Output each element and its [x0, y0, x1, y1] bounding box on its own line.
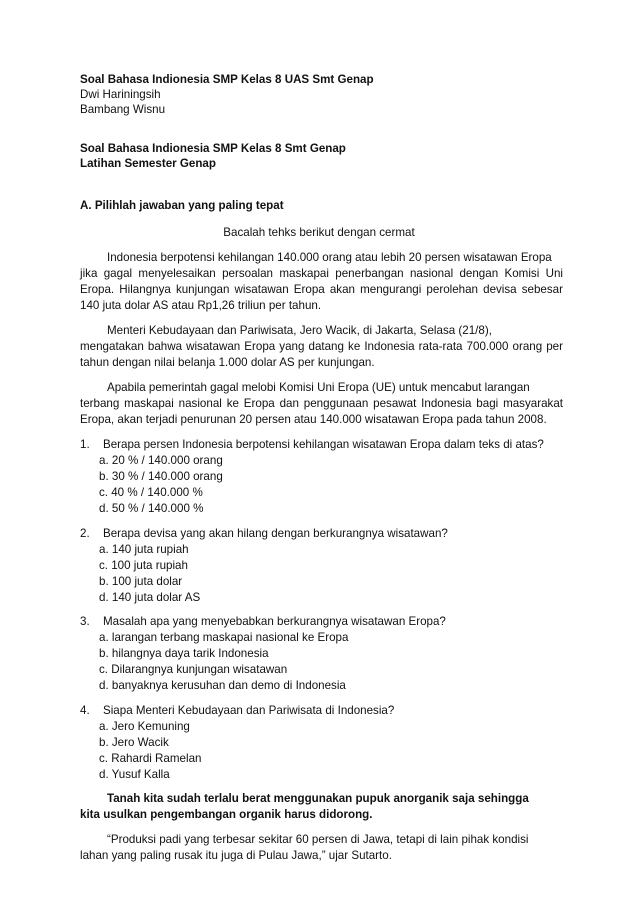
answer-option: d. 50 % / 140.000 % [99, 502, 204, 515]
passage-line: mengatakan bahwa wisatawan Eropa yang datang ke Indonesia rata-rata 700.000 orang per [80, 340, 563, 353]
document-subtitle: Soal Bahasa Indionesia SMP Kelas 8 Smt Genap [80, 142, 346, 155]
answer-option: c. Rahardi Ramelan [99, 752, 202, 765]
passage-line: jika gagal menyelesaikan persoalan maskapai penerbangan nasional dengan Komisi Uni [80, 267, 563, 280]
answer-option: c. 100 juta rupiah [99, 559, 188, 572]
passage-line: 140 juta dolar AS atau Rp1,26 triliun per tahun. [80, 299, 322, 312]
question-text: Berapa persen Indonesia berpotensi kehilangan wisatawan Eropa dalam teks di atas? [103, 438, 544, 451]
question-number: 1. [80, 438, 90, 451]
author-name: Bambang Wisnu [80, 103, 166, 116]
answer-option: a. 20 % / 140.000 orang [99, 454, 223, 467]
passage-line: tahun dengan nilai belanja 1.000 dolar AS per kunjungan. [80, 356, 375, 369]
passage-quote-line: lahan yang paling rusak itu juga di Pulau Jawa,” ujar Sutarto. [80, 849, 392, 862]
answer-option: b. 100 juta dolar [99, 575, 183, 588]
question-text: Siapa Menteri Kebudayaan dan Pariwisata di Indonesia? [103, 704, 395, 717]
document-title: Soal Bahasa Indionesia SMP Kelas 8 UAS Smt Genap [80, 73, 374, 86]
answer-option: c. Dilarangnya kunjungan wisatawan [99, 663, 288, 676]
passage-bold-line: Tanah kita sudah terlalu berat menggunakan pupuk anorganik saja sehingga [107, 792, 529, 805]
passage-bold-line: kita usulkan pengembangan organik harus didorong. [80, 808, 373, 821]
answer-option: a. Jero Kemuning [99, 720, 190, 733]
passage-line: Indonesia berpotensi kehilangan 140.000 orang atau lebih 20 persen wisatawan Eropa [107, 251, 552, 264]
question-number: 3. [80, 615, 90, 628]
question-text: Masalah apa yang menyebabkan berkurangnya wisatawan Eropa? [103, 615, 446, 628]
answer-option: b. hilangnya daya tarik Indonesia [99, 647, 269, 660]
answer-option: d. banyaknya kerusuhan dan demo di Indonesia [99, 679, 346, 692]
author-name: Dwi Hariningsih [80, 88, 161, 101]
passage-quote-line: “Produksi padi yang terbesar sekitar 60 persen di Jawa, tetapi di lain pihak kondisi [107, 833, 529, 846]
answer-option: d. Yusuf Kalla [99, 768, 170, 781]
answer-option: c. 40 % / 140.000 % [99, 486, 203, 499]
answer-option: b. Jero Wacik [99, 736, 169, 749]
section-heading: A. Pilihlah jawaban yang paling tepat [80, 199, 284, 212]
passage-line: Menteri Kebudayaan dan Pariwisata, Jero Wacik, di Jakarta, Selasa (21/8), [107, 324, 492, 337]
question-text: Berapa devisa yang akan hilang dengan berkurangnya wisatawan? [103, 527, 448, 540]
answer-option: a. 140 juta rupiah [99, 543, 189, 556]
passage-line: Eropa, akan terjadi penurunan 20 persen atau 140.000 wisatawan Eropa pada tahun 2008. [80, 413, 547, 426]
passage-line: terbang maskapai nasional ke Eropa dan penggunaan pesawat Indonesia bagi masyarakat [80, 397, 563, 410]
answer-option: a. larangan terbang maskapai nasional ke Eropa [99, 631, 349, 644]
passage-line: Apabila pemerintah gagal melobi Komisi Uni Eropa (UE) untuk mencabut larangan [107, 381, 530, 394]
passage-line: Eropa. Hilangnya kunjungan wisatawan Eropa akan mengurangi perolehan devisa sebesar [80, 283, 563, 296]
answer-option: b. 30 % / 140.000 orang [99, 470, 223, 483]
document-subtitle: Latihan Semester Genap [80, 157, 216, 170]
answer-option: d. 140 juta dolar AS [99, 591, 201, 604]
reading-instruction: Bacalah tehks berikut dengan cermat [223, 226, 415, 239]
question-number: 2. [80, 527, 90, 540]
question-number: 4. [80, 704, 90, 717]
